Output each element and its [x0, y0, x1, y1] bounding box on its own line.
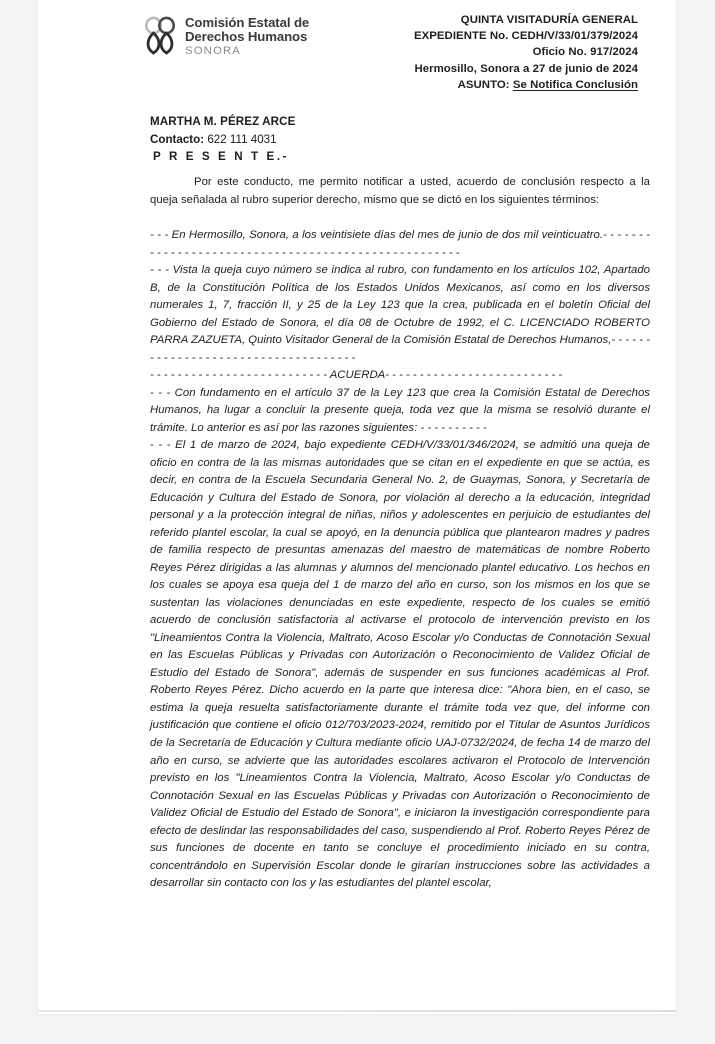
body-paragraph-case-narrative: - - - El 1 de marzo de 2024, bajo expediente CEDH/V/33/01/346/2024, se admitió una queja de oficio en contra de la las mismas autoridades que se citan en el expediente en que se actúa, es decir, en contra de la Escuela Secundaria General No. 2, de Guaymas, Sonora, y Secretaría de Educación y Cultura del Estado de Sonora, por violación al derecho a la educación, integridad personal y a la protección integral de niñas, niños y adolescentes en perjuicio de estudiantes del referido plantel escolar, la cual se apoyó, en la denuncia pública que plantearon madres y padres de familia respecto de presuntas amenazas del maestro de matemáticas de nombre Roberto Reyes Pérez dirigidas a las alumnas y alumnos del mencionado plantel educativo. Los hechos en los cuales se apoya esa queja del 1 de marzo del año en curso, son los mismos en los que se sustentan las violaciones denunciadas en este expediente, respecto de los cuales se emitió acuerdo de conclusión satisfactoria al activarse el protocolo de intervención previsto en los "Lineamientos Contra la Violencia, Maltrato, Acoso Escolar y/o Conductas de Connotación Sexual en las Escuelas Públicas y Privadas con Autorización o Reconocimiento de Validez Oficial de Estudio del Estado de Sonora", además de suspender en sus funciones académicas al Prof. Roberto Reyes Pérez. Dicho acuerdo en la parte que interesa dice: "Ahora bien, en el caso, se estima la queja resuelta satisfactoriamente durante el trámite toda vez que, del informe con justificación que contiene el oficio 012/703/2023-2024, remitido por el Titular de Asuntos Jurídicos de la Secretaría de Educación y Cultura mediante oficio UAJ-0732/2024, de fecha 14 de marzo del año en curso, se advierte que las autoridades escolares activaron el Protocolo de Intervención previsto en los "Lineamientos Contra la Violencia, Maltrato, Acoso Escolar y/o Conductas de Connotación Sexual en las Escuelas Públicas y Privadas con Autorización o Reconocimiento de Validez Oficial de Estudio del Estado de Sonora", e iniciaron la investigación correspondiente para efecto de deslindar las responsabilidades del caso, suspendiendo al Prof. Roberto Reyes Pérez de sus funciones de docente en tanto se concluye el procedimiento iniciado en su contra, concentrándolo en Supervisión Escolar donde le girarían instrucciones sobre las actividades a desarrollar sin contacto con los y las estudiantes del plantel escolar, — [150, 439, 650, 890]
body-paragraph-conclusion-basis: - - - Con fundamento en el artículo 37 de la Ley 123 que crea la Comisión Estatal de Derechos Humanos, ha lugar a concluir la presente queja, toda vez que la misma se resolvió durante el trámite. Lo anterior es así por las razones siguientes: - - - - - - - - - - — [150, 386, 650, 434]
oficio-number: Oficio No. 917/2024 — [532, 46, 638, 59]
asunto-label: ASUNTO: — [457, 78, 510, 91]
addressee-block — [150, 113, 295, 166]
expediente-number: EXPEDIENTE No. CEDH/V/33/01/379/2024 — [413, 30, 638, 43]
contact-label: Contacto: — [150, 132, 205, 146]
asunto-value: Se Notifica Conclusión — [512, 78, 638, 91]
infinity-double-loop-logo-icon — [142, 15, 178, 57]
intro-paragraph: Por este conducto, me permito notificar a usted, acuerdo de conclusión respecto a la queja señalada al rubro superior derecho, mismo que se dictó en los siguientes términos: — [150, 176, 650, 206]
document-body — [150, 174, 650, 893]
logo-line-3: SONORA — [185, 44, 241, 57]
document-page — [38, 0, 676, 1014]
page-bottom-edge — [38, 1010, 676, 1012]
acuerda-heading-line: - - - - - - - - - - - - - - - - - - - - - - - - - - ACUERDA- - - - - - - - - - - - - - - - - - - - - - - - - - — [150, 369, 563, 382]
body-paragraph-legal-basis: - - - Vista la queja cuyo número se indica al rubro, con fundamento en los artículos 102, Apartado B, de la Constitución Política de los Estados Unidos Mexicanos, así como en los diversos numerales 1, 7, fracción II, y 25 de la Ley 123 que la crea, publicada en el boletín Oficial del Gobierno del Estado de Sonora, el día 08 de Octubre de 1992, el C. LICENCIADO ROBERTO PARRA ZAZUETA, Quinto Visitador General de la Comisión Estatal de Derechos Humanos,- - - - - - - - - - - - - - - - - - - - - - - - - - - - - - - - - - - - — [150, 264, 650, 364]
contact-value: 622 111 4031 — [207, 132, 277, 146]
visitaduria-title: QUINTA VISITADURÍA GENERAL — [460, 14, 638, 26]
document-header — [38, 12, 676, 96]
asunto-line — [338, 77, 638, 93]
addressee-contact — [150, 131, 295, 149]
institution-logo-block — [142, 14, 309, 57]
institution-name — [185, 14, 309, 57]
logo-line-2: Derechos Humanos — [185, 28, 308, 44]
scanned-document-content — [38, 0, 676, 1014]
document-reference-block — [338, 12, 638, 93]
addressee-name: MARTHA M. PÉREZ ARCE — [150, 115, 296, 128]
logo-line-1: Comisión Estatal de — [185, 15, 310, 30]
presente-line: P R E S E N T E.- — [153, 150, 290, 164]
place-and-date: Hermosillo, Sonora a 27 de junio de 2024 — [414, 62, 638, 75]
body-paragraph-date: - - - En Hermosillo, Sonora, a los veintisiete días del mes de junio de dos mil veinticuatro.- - - - - - - - - - - - - - - - - - - - - - - - - - - - - - - - - - - - - - - - - - - - - - - - - - - - — [150, 229, 650, 259]
